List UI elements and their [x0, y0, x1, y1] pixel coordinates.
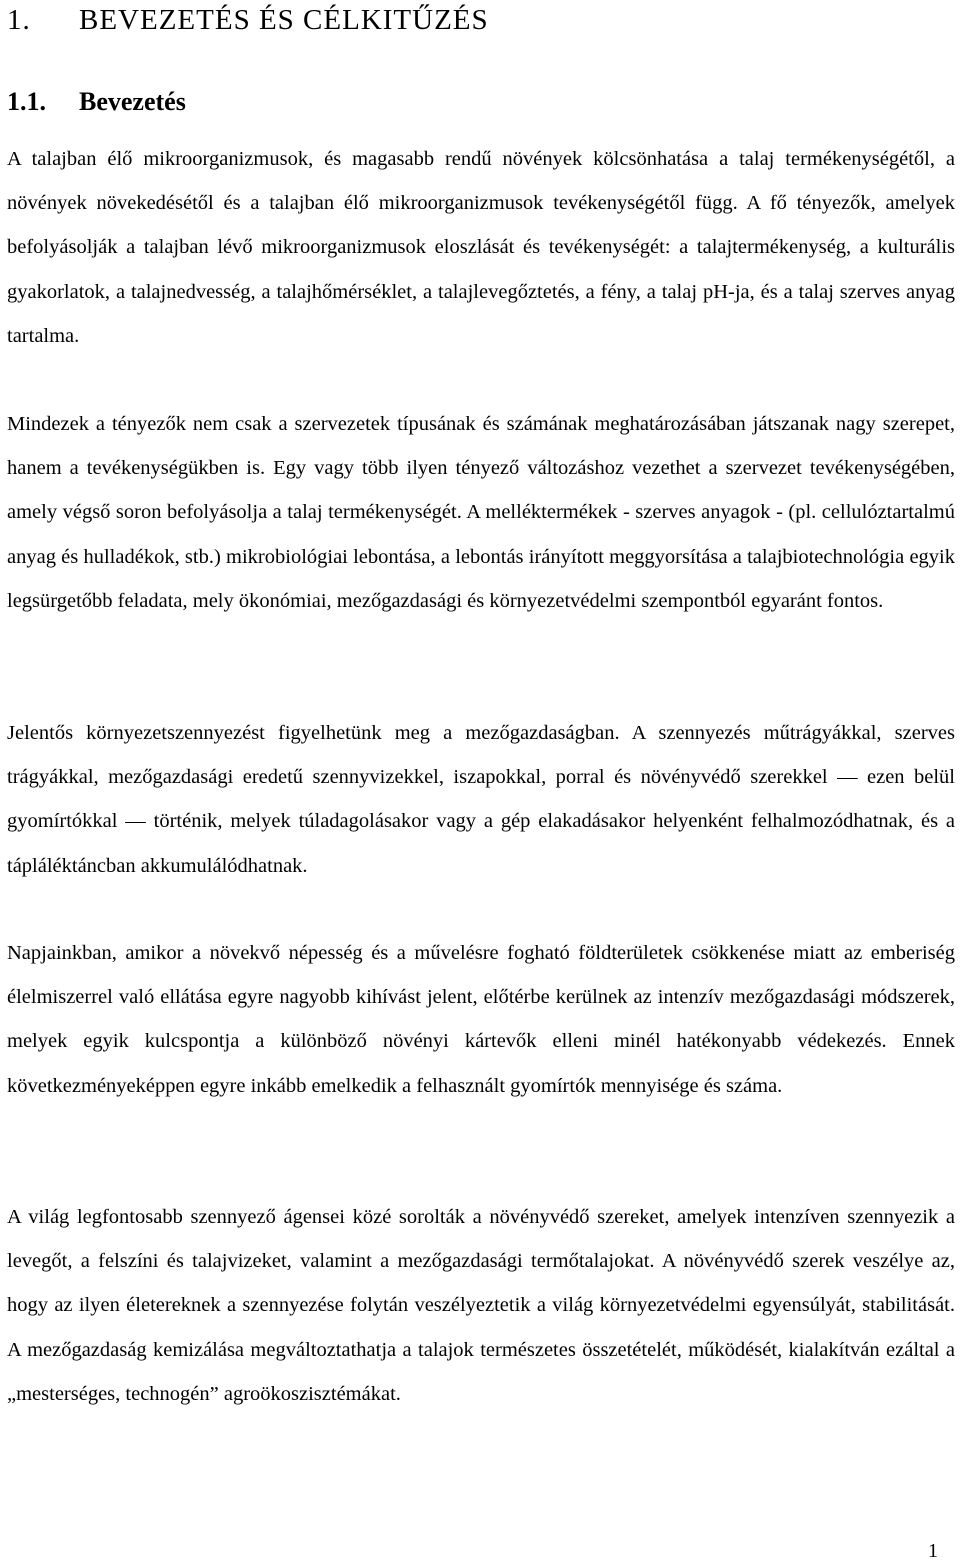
paragraph-1: A talajban élő mikroorganizmusok, és magasabb rendű növények kölcsönhatása a talaj termékenységétől, a növények növekedésétől és a talajban élő mikroorganizmusok tevékenységétől függ. A fő tényezők, amelyek befolyásolják a talajban lévő mikroorganizmusok eloszlását és tevékenységét: a talajtermékenység, a kulturális gyakorlatok, a talajnedvesség, a talajhőmérséklet, a talajlevegőztetés, a fény, a talaj pH-ja, és a talaj szerves anyag tartalma. — [7, 148, 955, 347]
paragraph-2: Mindezek a tényezők nem csak a szervezetek típusának és számának meghatározásában játszanak nagy szerepet, hanem a tevékenységükben is. Egy vagy több ilyen tényező változáshoz vezethet a szervezet tevékenységében, amely végső soron befolyásolja a talaj termékenységét. A melléktermékek - szerves anyagok - (pl. cellulóztartalmú anyag és hulladékok, stb.) mikrobiológiai lebontása, a lebontás irányított meggyorsítása a talajbiotechnológia egyik legsürgetőbb feladata, mely ökonómiai, mezőgazdasági és környezetvédelmi szempontból egyaránt fontos. — [7, 413, 955, 612]
section-heading — [7, 84, 186, 120]
paragraph-5: A világ legfontosabb szennyező ágensei közé sorolták a növényvédő szereket, amelyek intenzíven szennyezik a levegőt, a felszíni és talajvizeket, valamint a mezőgazdasági termőtalajokat. A növényvédő szerek veszélye az, hogy az ilyen életereknek a szennyezése folytán veszélyeztetik a világ környezetvédelmi egyensúlyát, stabilitását. A mezőgazdaság kemizálása megváltoztathatja a talajok természetes összetételét, működését, kialakítván ezáltal a „mesterséges, technogén” agroökoszisztémákat. — [7, 1206, 955, 1405]
section-title: Bevezetés — [79, 87, 186, 116]
chapter-title: BEVEZETÉS ÉS CÉLKITŰZÉS — [79, 4, 489, 36]
chapter-number: 1. — [7, 4, 31, 36]
paragraph-3: Jelentős környezetszennyezést figyelhetünk meg a mezőgazdaságban. A szennyezés műtrágyákkal, szerves trágyákkal, mezőgazdasági eredetű szennyvizekkel, iszapokkal, porral és növényvédő szerekkel — ezen belül gyomírtókkal — történik, melyek túladagolásakor vagy a gép elakadásakor helyenként felhalmozódhatnak, és a tápláléktáncban akkumulálódhatnak. — [7, 722, 955, 877]
section-number: 1.1. — [7, 87, 46, 116]
page-number: 1 — [928, 1540, 938, 1562]
paragraph-4: Napjainkban, amikor a növekvő népesség és a művelésre fogható földterületek csökkenése miatt az emberiség élelmiszerrel való ellátása egyre nagyobb kihívást jelent, előtérbe kerülnek az intenzív mezőgazdasági módszerek, melyek egyik kulcspontja a különböző növényi kártevők elleni minél hatékonyabb védekezés. Ennek következményeképpen egyre inkább emelkedik a felhasznált gyomírtók mennyisége és száma. — [7, 942, 955, 1097]
chapter-heading — [7, 0, 489, 40]
